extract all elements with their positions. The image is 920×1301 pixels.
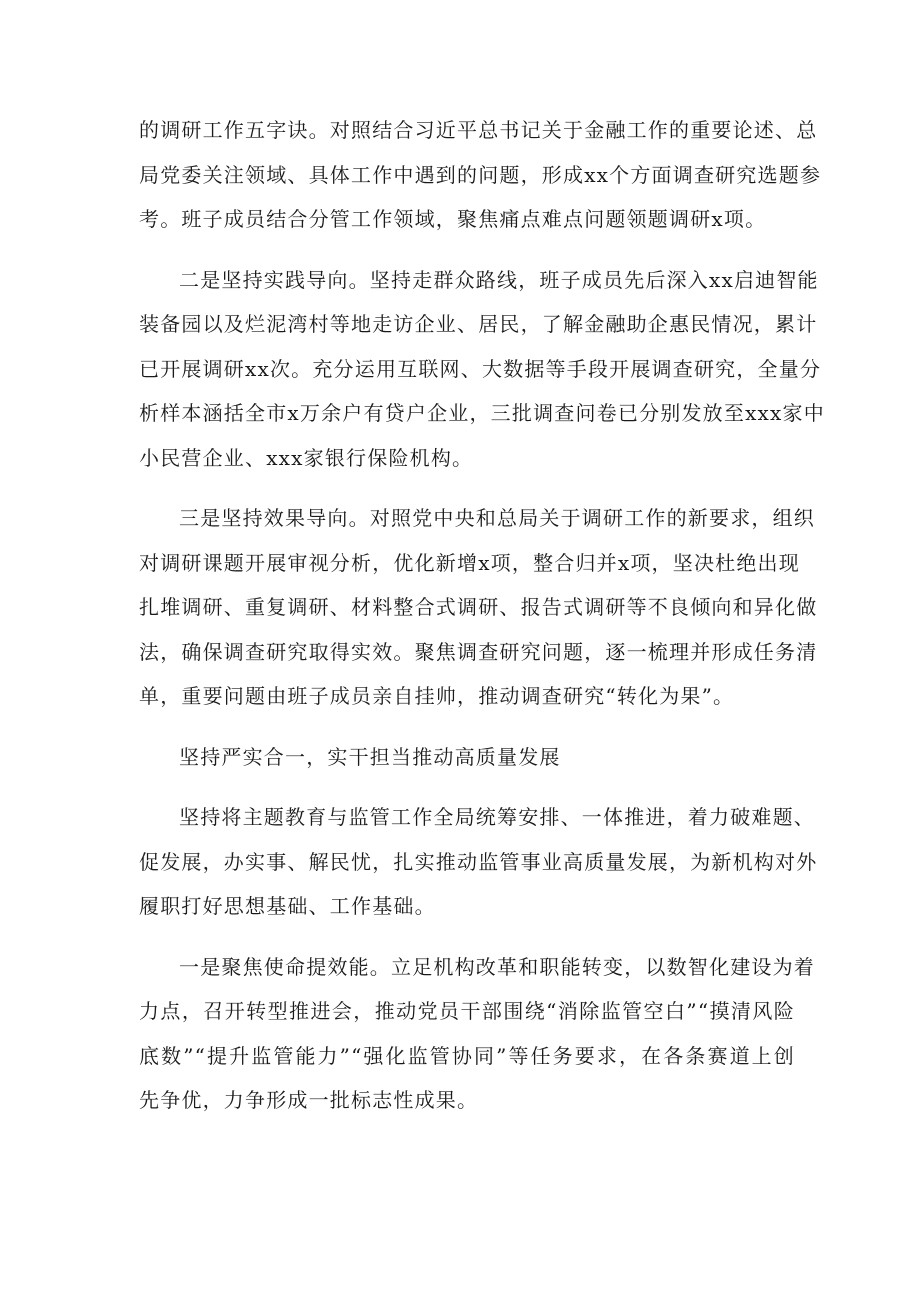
text-line: 扎堆调研、重复调研、材料整合式调研、报告式调研等不良倾向和异化做 [139,595,818,619]
text-line: 单，重要问题由班子成员亲自挂帅，推动调查研究“转化为果”。 [139,684,735,708]
section-heading [139,735,795,780]
text-line: 的调研工作五字诀。对照结合习近平总书记关于金融工作的重要论述、总 [139,118,818,142]
text-line: 局党委关注领域、具体工作中遇到的问题，形成xx个方面调查研究选题参 [139,162,822,187]
paragraph-intro-continuation [139,108,822,242]
paragraph-effect-orientation [139,496,818,719]
paragraph-mission-efficiency [139,945,815,1123]
text-line: 装备园以及烂泥湾村等地走访企业、居民，了解金融助企惠民情况，累计 [139,312,818,336]
text-line: 先争优，力争形成一批标志性成果。 [139,1088,479,1112]
document-body [139,108,825,1139]
text-line: 坚持将主题教育与监管工作全局统筹安排、一体推进，着力破难题、 [179,805,815,829]
text-line: 对调研课题开展审视分析，优化新增x项，整合归并x项，坚决杜绝出现 [139,550,800,575]
text-line: 力点，召开转型推进会，推动党员干部围绕“消除监管空白”“摸清风险 [139,999,795,1023]
text-line: 履职打好思想基础、工作基础。 [139,894,436,918]
section-heading-text: 坚持严实合一，实干担当推动高质量发展 [179,744,561,769]
text-line: 已开展调研xx次。充分运用互联网、大数据等手段开展调查研究，全量分 [139,356,822,381]
text-line: 法，确保调查研究取得实效。聚焦调查研究问题，逐一梳理并形成任务清 [139,639,818,664]
text-line: 小民营企业、xxx家银行保险机构。 [139,445,474,470]
paragraph-practice-orientation [139,258,825,481]
text-line: 底数”“提升监管能力”“强化监管协同”等任务要求，在各条赛道上创 [139,1043,795,1068]
text-line: 促发展，办实事、解民忧，扎实推动监管事业高质量发展，为新机构对外 [139,849,818,874]
text-line: 一是聚焦使命提效能。立足机构改革和职能转变，以数智化建设为着 [179,954,815,979]
text-line: 二是坚持实践导向。坚持走群众路线，班子成员先后深入xx启迪智能 [179,267,819,292]
paragraph-section-intro [139,795,818,929]
text-line: 考。班子成员结合分管工作领域，聚焦痛点难点问题领题调研x项。 [139,207,767,231]
text-line: 析样本涵括全市x万余户有贷户企业，三批调查问卷已分别发放至xxx家中 [139,401,825,425]
text-line: 三是坚持效果导向。对照党中央和总局关于调研工作的新要求，组织 [179,506,815,530]
